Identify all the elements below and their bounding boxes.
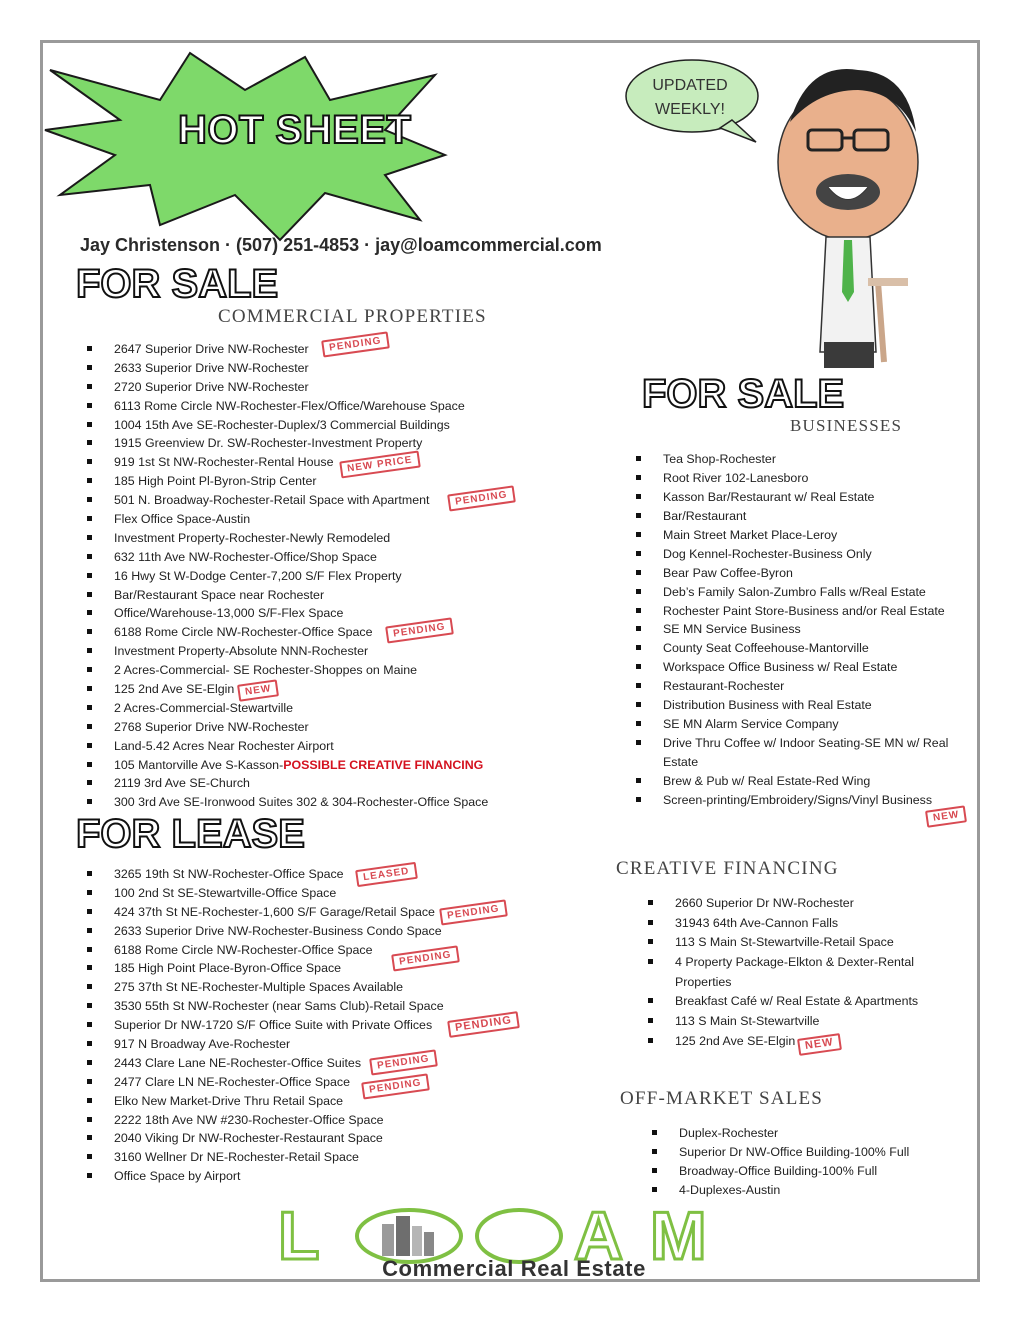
logo-letter-a: A <box>574 1198 624 1274</box>
list-item: 100 2nd St SE-Stewartville-Office Space <box>87 884 444 903</box>
list-item: 501 N. Broadway-Rochester-Retail Space with Apartment <box>87 491 488 510</box>
off-market-list <box>652 1124 909 1200</box>
list-item: 31943 64th Ave-Cannon Falls <box>648 914 925 934</box>
bubble-text <box>624 74 756 122</box>
list-item: Flex Office Space-Austin <box>87 510 488 529</box>
logo-letter-m: M <box>650 1198 707 1274</box>
list-item: 2443 Clare Lane NE-Rochester-Office Suites <box>87 1054 444 1073</box>
list-item: Breakfast Café w/ Real Estate & Apartments <box>648 992 925 1012</box>
list-item: Bar/Restaurant <box>636 507 963 526</box>
lease-list <box>87 865 444 1186</box>
list-item: 6113 Rome Circle NW-Rochester-Flex/Office/Warehouse Space <box>87 397 488 416</box>
for-sale-heading: FOR SALE <box>76 262 279 306</box>
new-stamp: NEW <box>925 805 967 827</box>
list-item: Screen-printing/Embroidery/Signs/Vinyl Business <box>636 791 963 810</box>
pending-stamp: PENDING <box>361 1073 429 1099</box>
list-item: 185 High Point Pl-Byron-Strip Center <box>87 472 488 491</box>
logo-subtitle: Commercial Real Estate <box>382 1256 646 1281</box>
logo-letter-l: L <box>278 1198 320 1274</box>
list-item: Brew & Pub w/ Real Estate-Red Wing <box>636 772 963 791</box>
list-item: 2222 18th Ave NW #230-Rochester-Office Space <box>87 1111 444 1130</box>
list-item: Bear Paw Coffee-Byron <box>636 564 963 583</box>
list-item: 424 37th St NE-Rochester-1,600 S/F Garage/Retail Space <box>87 903 444 922</box>
leased-stamp: LEASED <box>355 862 417 887</box>
list-item: Rochester Paint Store-Business and/or Real Estate <box>636 602 963 621</box>
list-item: Tea Shop-Rochester <box>636 450 963 469</box>
list-item: Workspace Office Business w/ Real Estate <box>636 658 963 677</box>
agent-caricature-image <box>768 52 928 370</box>
list-item: 632 11th Ave NW-Rochester-Office/Shop Space <box>87 548 488 567</box>
pending-stamp: PENDING <box>369 1049 437 1075</box>
list-item: 6188 Rome Circle NW-Rochester-Office Space <box>87 623 488 642</box>
businesses-list <box>636 450 963 810</box>
bubble-line-1: UPDATED <box>652 77 728 94</box>
list-item: Deb’s Family Salon-Zumbro Falls w/Real Estate <box>636 583 963 602</box>
list-item: 2477 Clare LN NE-Rochester-Office Space <box>87 1073 444 1092</box>
list-item: 3160 Wellner Dr NE-Rochester-Retail Space <box>87 1148 444 1167</box>
list-item: 919 1st St NW-Rochester-Rental House <box>87 453 488 472</box>
list-item: Root River 102-Lanesboro <box>636 469 963 488</box>
list-item: Superior Dr NW-Office Building-100% Full <box>652 1143 909 1162</box>
list-item: 125 2nd Ave SE-Elgin <box>87 680 488 699</box>
list-item: 113 S Main St-Stewartville <box>648 1012 925 1032</box>
list-item: 2119 3rd Ave SE-Church <box>87 774 488 793</box>
list-item: 2633 Superior Drive NW-Rochester <box>87 359 488 378</box>
list-item: 300 3rd Ave SE-Ironwood Suites 302 & 304-Rochester-Office Space <box>87 793 488 812</box>
list-item: 4-Duplexes-Austin <box>652 1181 909 1200</box>
list-item: Kasson Bar/Restaurant w/ Real Estate <box>636 488 963 507</box>
list-item: Bar/Restaurant Space near Rochester <box>87 586 488 605</box>
list-item: Main Street Market Place-Leroy <box>636 526 963 545</box>
list-item: Duplex-Rochester <box>652 1124 909 1143</box>
list-item: 125 2nd Ave SE-Elgin <box>648 1032 925 1052</box>
loam-logo <box>278 1198 748 1282</box>
list-item: 6188 Rome Circle NW-Rochester-Office Space <box>87 941 444 960</box>
list-item: 105 Mantorville Ave S-Kasson-POSSIBLE CREATIVE FINANCING <box>87 756 488 775</box>
list-item: 113 S Main St-Stewartville-Retail Space <box>648 933 925 953</box>
list-item: Broadway-Office Building-100% Full <box>652 1162 909 1181</box>
list-item: 3265 19th St NW-Rochester-Office Space <box>87 865 444 884</box>
businesses-subheading: BUSINESSES <box>790 416 903 435</box>
list-item: 2 Acres-Commercial- SE Rochester-Shoppes on Maine <box>87 661 488 680</box>
list-item: Restaurant-Rochester <box>636 677 963 696</box>
commercial-list <box>87 340 488 812</box>
creative-financing-subheading: CREATIVE FINANCING <box>616 858 839 879</box>
list-item: Land-5.42 Acres Near Rochester Airport <box>87 737 488 756</box>
list-item: Investment Property-Absolute NNN-Rochester <box>87 642 488 661</box>
list-item: 2768 Superior Drive NW-Rochester <box>87 718 488 737</box>
list-item: 2647 Superior Drive NW-Rochester <box>87 340 488 359</box>
new-stamp: NEW <box>237 679 279 701</box>
pending-stamp: PENDING <box>447 1011 520 1038</box>
bubble-line-2: WEEKLY! <box>655 101 725 118</box>
pending-stamp: PENDING <box>391 945 459 971</box>
contact-line: Jay Christenson · (507) 251-4853 · jay@loamcommercial.com <box>80 235 602 255</box>
creative-financing-list <box>648 894 925 1052</box>
off-market-subheading: OFF-MARKET SALES <box>620 1088 824 1109</box>
list-item: 2633 Superior Drive NW-Rochester-Business Condo Space <box>87 922 444 941</box>
list-item: 16 Hwy St W-Dodge Center-7,200 S/F Flex Property <box>87 567 488 586</box>
list-item: Distribution Business with Real Estate <box>636 696 963 715</box>
list-item: Office Space by Airport <box>87 1167 444 1186</box>
list-item: 1915 Greenview Dr. SW-Rochester-Investment Property <box>87 434 488 453</box>
pending-stamp: PENDING <box>385 617 453 643</box>
list-item: SE MN Service Business <box>636 620 963 639</box>
list-item: 4 Property Package-Elkton & Dexter-Rental Properties <box>648 953 925 992</box>
pending-stamp: PENDING <box>439 899 507 925</box>
list-item: 3530 55th St NW-Rochester (near Sams Club)-Retail Space <box>87 997 444 1016</box>
new-price-stamp: NEW PRICE <box>339 451 420 479</box>
list-item: 2040 Viking Dr NW-Rochester-Restaurant Space <box>87 1129 444 1148</box>
list-item: Office/Warehouse-13,000 S/F-Flex Space <box>87 604 488 623</box>
new-stamp: NEW <box>797 1033 842 1056</box>
for-lease-heading: FOR LEASE <box>76 812 305 856</box>
list-item: 917 N Broadway Ave-Rochester <box>87 1035 444 1054</box>
list-item: Dog Kennel-Rochester-Business Only <box>636 545 963 564</box>
list-item: County Seat Coffeehouse-Mantorville <box>636 639 963 658</box>
list-item: Drive Thru Coffee w/ Indoor Seating-SE MN w/ Real Estate <box>636 734 963 772</box>
pending-stamp: PENDING <box>321 331 389 357</box>
pending-stamp: PENDING <box>447 485 515 511</box>
list-item: 1004 15th Ave SE-Rochester-Duplex/3 Commercial Buildings <box>87 416 488 435</box>
list-item: 2660 Superior Dr NW-Rochester <box>648 894 925 914</box>
list-item: Investment Property-Rochester-Newly Remodeled <box>87 529 488 548</box>
list-item: 275 37th St NE-Rochester-Multiple Spaces Available <box>87 978 444 997</box>
list-item: Elko New Market-Drive Thru Retail Space <box>87 1092 444 1111</box>
commercial-properties-subheading: COMMERCIAL PROPERTIES <box>218 306 487 327</box>
list-item: 2 Acres-Commercial-Stewartville <box>87 699 488 718</box>
list-item: 185 High Point Place-Byron-Office Space <box>87 959 444 978</box>
creative-financing-highlight: POSSIBLE CREATIVE FINANCING <box>283 757 484 772</box>
for-sale-businesses-heading: FOR SALE <box>642 372 845 416</box>
list-item: Superior Dr NW-1720 S/F Office Suite with Private Offices <box>87 1016 444 1035</box>
list-item: SE MN Alarm Service Company <box>636 715 963 734</box>
list-item: 2720 Superior Drive NW-Rochester <box>87 378 488 397</box>
hot-sheet-title: HOT SHEET <box>178 108 412 152</box>
